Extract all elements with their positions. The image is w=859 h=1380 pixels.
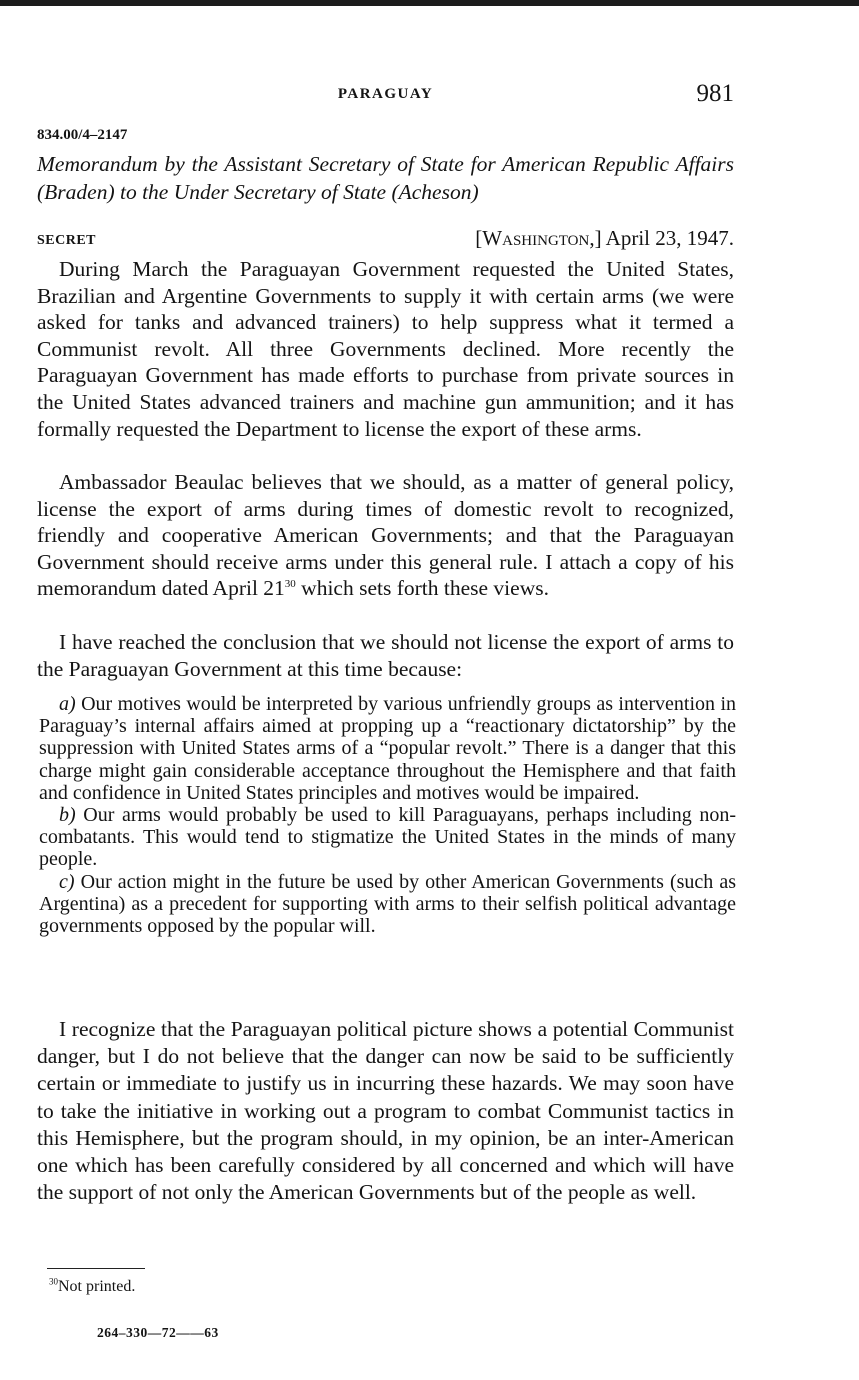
paragraph-3	[37, 629, 734, 682]
footnote	[49, 1278, 135, 1296]
dateline-place: [Washington,]	[475, 226, 602, 250]
paragraph-text	[37, 469, 734, 602]
paragraph-text-part: which sets forth these views.	[301, 576, 549, 601]
list-item	[39, 871, 736, 938]
list-marker: b)	[59, 804, 76, 827]
running-head	[37, 80, 734, 114]
dateline-date: April 23, 1947.	[605, 226, 734, 250]
list-marker: a)	[59, 693, 76, 715]
paragraph-text: I recognize that the Paraguayan political picture shows a potential Communist danger, but I do not believe that the danger can now be said to be sufficiently certain or immediate to justify us in incurring these hazards. We may soon have to take the initiative in working out a program to combat Communist tactics in this Hemisphere, but the program should, in my opinion, be an inter-American one which has been carefully considered by all concerned and which will have the support of not only the American Governments but of the people as well.	[37, 1017, 734, 1205]
print-code: 264–330—72——63	[97, 1325, 219, 1340]
list-item	[39, 693, 736, 804]
list-marker: c)	[59, 870, 75, 893]
list-item-text: Our arms would probably be used to kill Paraguayans, perhaps including non-combatants. This would tend to stigmatize the United States in the minds of many people.	[39, 804, 736, 871]
paragraph-text-part: Ambassador Beaulac believes that we should, as a matter of general policy, license the export of arms during times of domestic revolt to recognized, friendly and cooperative American Governments; and that the Paraguayan Government should receive arms under this general rule. I attach a copy of his memorandum dated April 21	[37, 470, 734, 601]
list-item-text: Our action might in the future be used by other American Governments (such as Argentina) as a precedent for supporting with arms to their selfish political advantage governments opposed by the popular will.	[39, 870, 737, 938]
classification-label: SECRET	[37, 233, 97, 248]
file-number: 834.00/4–2147	[37, 127, 128, 143]
classification-dateline	[37, 226, 734, 254]
page-top-edge	[0, 0, 859, 6]
footnote-text: Not printed.	[58, 1278, 136, 1295]
document-title: Memorandum by the Assistant Secretary of State for American Republic Affairs (Braden) to the Under Secretary of State (Acheson)	[37, 152, 734, 204]
footnote-reference[interactable]: 30	[284, 578, 296, 591]
paragraph-text: I have reached the conclusion that we should not license the export of arms to the Paraguayan Government at this time because:	[37, 630, 734, 681]
dateline	[475, 226, 734, 251]
closing-paragraph	[37, 1016, 734, 1206]
footnote-number: 30	[49, 1276, 58, 1287]
page-number: 981	[696, 80, 734, 107]
paragraph-2	[37, 469, 734, 602]
list-item-text: Our motives would be interpreted by various unfriendly groups as intervention in Paraguay’s internal affairs aimed at propping up a “reactionary dictatorship” by the suppression with United States arms of a “popular revolt.” There is a danger that this charge might gain considerable acceptance throughout the Hemisphere and that faith and confidence in United States principles and motives would be impaired.	[39, 693, 737, 804]
list-item	[39, 804, 736, 871]
paragraph-text: During March the Paraguayan Government requested the United States, Brazilian and Argentine Governments to supply it with certain arms (we were asked for tanks and advanced trainers) to help suppress what it termed a Communist revolt. All three Governments declined. More recently the Paraguayan Government has made efforts to purchase from private sources in the United States advanced trainers and machine gun ammunition; and it has formally requested the Department to license the export of these arms.	[37, 257, 734, 441]
footnote-divider	[47, 1268, 145, 1269]
paragraph-1	[37, 256, 734, 442]
running-head-title: PARAGUAY	[337, 86, 434, 102]
reasons-list	[39, 693, 736, 937]
